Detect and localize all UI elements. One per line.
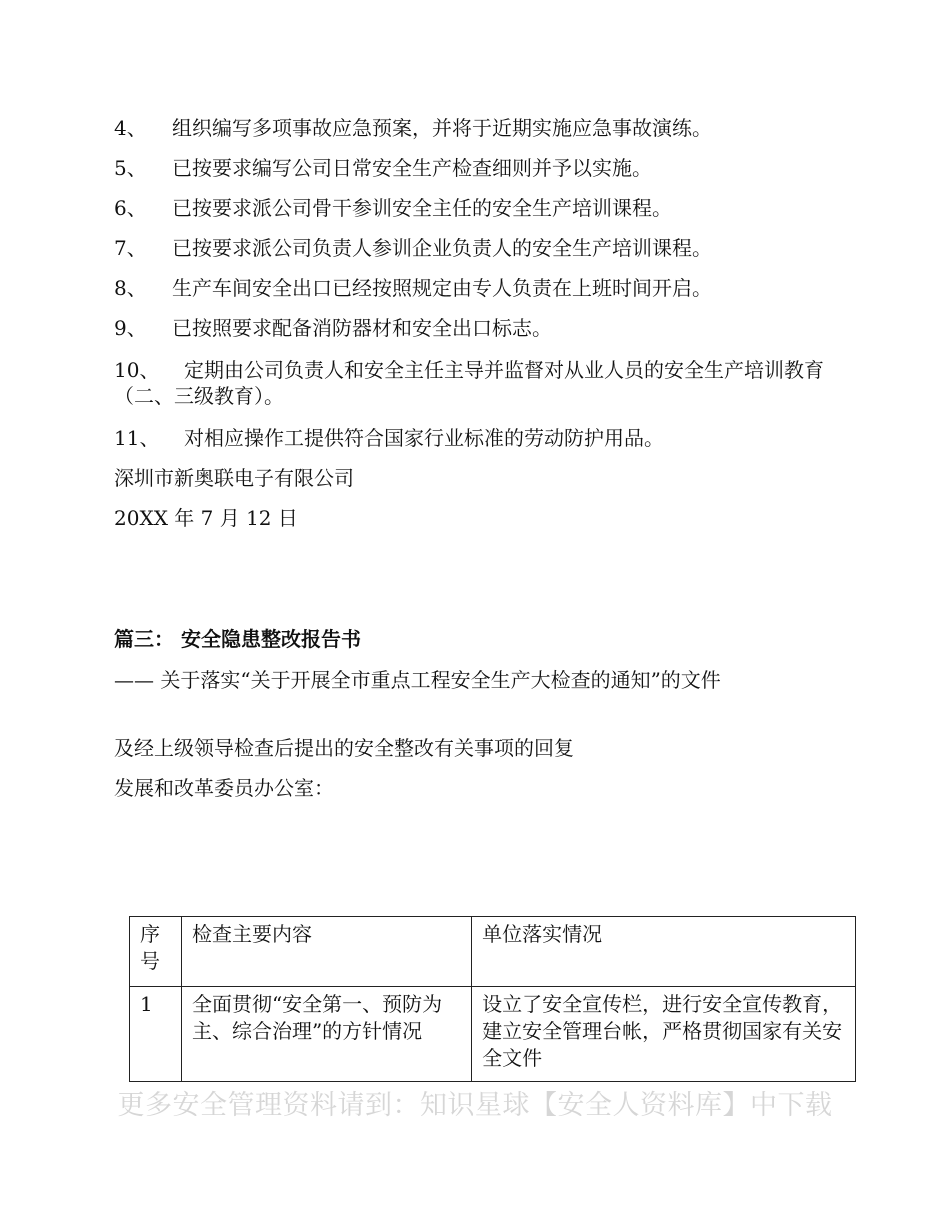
item-number: 4、 bbox=[114, 116, 147, 140]
header-cell: 序号 bbox=[130, 917, 182, 987]
header-cell: 检查主要内容 bbox=[181, 917, 471, 987]
item-text: 已按照要求配备消防器材和安全出口标志。 bbox=[172, 316, 552, 340]
list-item bbox=[114, 153, 652, 183]
item-text: 已按要求编写公司日常安全生产检查细则并予以实施。 bbox=[172, 156, 652, 180]
signature-date: 20XX 年 7 月 12 日 bbox=[114, 506, 298, 530]
table-cell: 全面贯彻“安全第一、预防为主、综合治理”的方针情况 bbox=[181, 987, 471, 1082]
table-header-row bbox=[130, 917, 856, 987]
list-item bbox=[114, 423, 664, 453]
item-number: 8、 bbox=[114, 276, 147, 300]
table-row bbox=[130, 987, 856, 1082]
item-text: 已按要求派公司骨干参训安全主任的安全生产培训课程。 bbox=[172, 196, 672, 220]
section-subtitle: —— 关于落实“关于开展全市重点工程安全生产大检查的通知”的文件 bbox=[114, 668, 721, 692]
table-cell: 设立了安全宣传栏，进行安全宣传教育，建立安全管理台帐，严格贯彻国家有关安全文件 bbox=[472, 987, 856, 1082]
list-item bbox=[114, 273, 712, 303]
item-number: 7、 bbox=[114, 236, 147, 260]
list-item bbox=[114, 313, 552, 343]
list-item bbox=[114, 357, 844, 409]
item-number: 11、 bbox=[114, 426, 160, 450]
list-item bbox=[114, 113, 712, 143]
table-cell: 1 bbox=[130, 987, 182, 1082]
header-cell: 单位落实情况 bbox=[472, 917, 856, 987]
section-heading: 篇三： 安全隐患整改报告书 bbox=[114, 627, 361, 651]
list-item bbox=[114, 233, 712, 263]
item-number: 6、 bbox=[114, 196, 147, 220]
item-number: 5、 bbox=[114, 156, 147, 180]
item-text: 生产车间安全出口已经按照规定由专人负责在上班时间开启。 bbox=[172, 276, 712, 300]
item-text: 组织编写多项事故应急预案，并将于近期实施应急事故演练。 bbox=[172, 116, 712, 140]
company-name: 深圳市新奥联电子有限公司 bbox=[114, 466, 354, 490]
item-number: 10、 bbox=[114, 358, 160, 382]
item-text: 定期由公司负责人和安全主任主导并监督对从业人员的安全生产培训教育（二、三级教育）。 bbox=[114, 358, 824, 408]
recipient: 发展和改革委员办公室： bbox=[114, 776, 334, 800]
item-text: 对相应操作工提供符合国家行业标准的劳动防护用品。 bbox=[184, 426, 664, 450]
inspection-table bbox=[129, 916, 856, 1082]
item-text: 已按要求派公司负责人参训企业负责人的安全生产培训课程。 bbox=[172, 236, 712, 260]
item-number: 9、 bbox=[114, 316, 147, 340]
list-item bbox=[114, 193, 672, 223]
watermark: 更多安全管理资料请到：知识星球【安全人资料库】中下载 bbox=[117, 1090, 833, 1121]
section-subtitle-line2: 及经上级领导检查后提出的安全整改有关事项的回复 bbox=[114, 736, 574, 760]
